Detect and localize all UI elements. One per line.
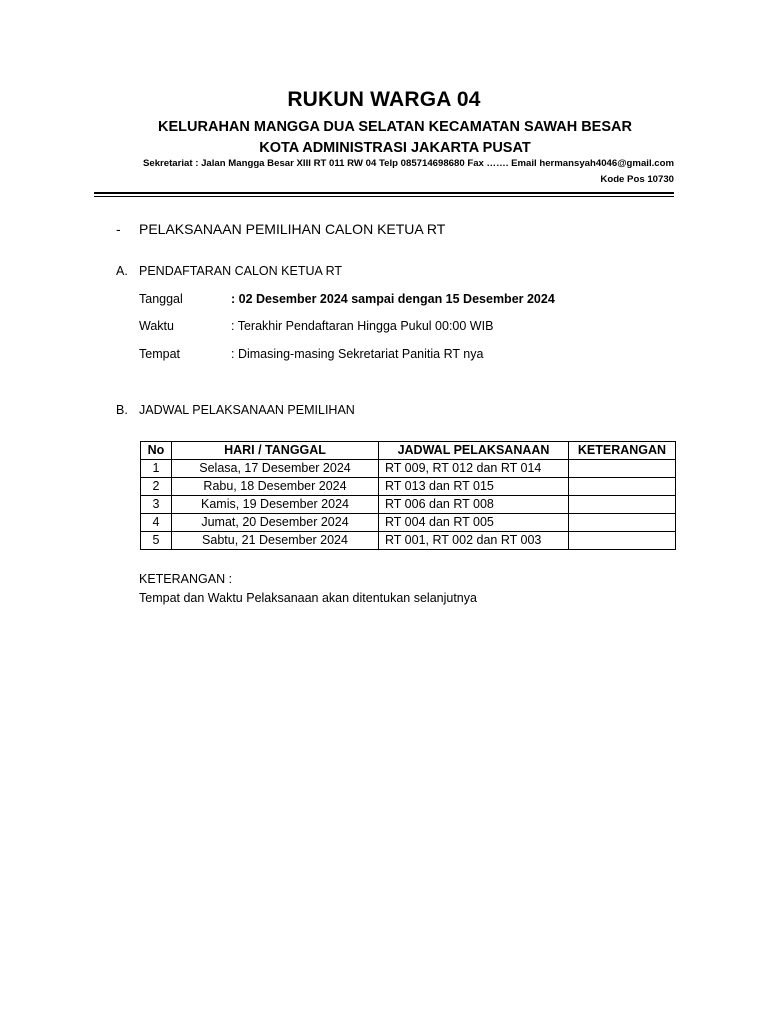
cell-schedule: RT 006 dan RT 008 (379, 496, 569, 514)
cell-date: Jumat, 20 Desember 2024 (172, 514, 379, 532)
col-header-no: No (141, 442, 172, 460)
document-title: RUKUN WARGA 04 (287, 88, 481, 111)
table-row (141, 514, 676, 532)
cell-remarks (569, 460, 676, 478)
cell-remarks (569, 496, 676, 514)
note-heading: KETERANGAN : (139, 572, 233, 586)
registration-time-value: : Terakhir Pendaftaran Hingga Pukul 00:00 WIB (231, 319, 494, 333)
schedule-table (140, 441, 676, 550)
secretariat-contact: Sekretariat : Jalan Mangga Besar XIII RT 011 RW 04 Telp 085714698680 Fax ……. Email hermansyah4046@gmail.com (142, 158, 674, 169)
col-header-date: HARI / TANGGAL (172, 442, 379, 460)
col-header-schedule: JADWAL PELAKSANAAN (379, 442, 569, 460)
registration-place-label: Tempat (139, 347, 180, 361)
table-row (141, 460, 676, 478)
cell-schedule: RT 004 dan RT 005 (379, 514, 569, 532)
cell-schedule: RT 001, RT 002 dan RT 003 (379, 532, 569, 550)
cell-no: 2 (141, 478, 172, 496)
registration-time-label: Waktu (139, 319, 174, 333)
section-bullet: - (116, 221, 121, 237)
cell-remarks (569, 514, 676, 532)
cell-date: Sabtu, 21 Desember 2024 (172, 532, 379, 550)
cell-no: 4 (141, 514, 172, 532)
header-rule-thick (94, 192, 674, 194)
cell-date: Kamis, 19 Desember 2024 (172, 496, 379, 514)
cell-remarks (569, 532, 676, 550)
cell-schedule: RT 009, RT 012 dan RT 014 (379, 460, 569, 478)
kelurahan-subtitle: KELURAHAN MANGGA DUA SELATAN KECAMATAN SAWAH BESAR (158, 119, 632, 135)
registration-date-label: Tanggal (139, 292, 183, 306)
schedule-title: JADWAL PELAKSANAAN PEMILIHAN (139, 403, 355, 417)
cell-date: Rabu, 18 Desember 2024 (172, 478, 379, 496)
cell-no: 5 (141, 532, 172, 550)
section-title: PELAKSANAAN PEMILIHAN CALON KETUA RT (139, 221, 446, 237)
note-text: Tempat dan Waktu Pelaksanaan akan ditentukan selanjutnya (139, 591, 477, 605)
postal-code: Kode Pos 10730 (600, 174, 674, 185)
cell-no: 3 (141, 496, 172, 514)
schedule-letter: B. (116, 403, 128, 417)
registration-place-value: : Dimasing-masing Sekretariat Panitia RT nya (231, 347, 484, 361)
col-header-remarks: KETERANGAN (569, 442, 676, 460)
table-row (141, 532, 676, 550)
cell-no: 1 (141, 460, 172, 478)
header-rule-thin (94, 196, 674, 197)
city-subtitle: KOTA ADMINISTRASI JAKARTA PUSAT (259, 140, 531, 156)
registration-letter: A. (116, 264, 128, 278)
cell-schedule: RT 013 dan RT 015 (379, 478, 569, 496)
registration-title: PENDAFTARAN CALON KETUA RT (139, 264, 343, 278)
cell-remarks (569, 478, 676, 496)
cell-date: Selasa, 17 Desember 2024 (172, 460, 379, 478)
table-row (141, 478, 676, 496)
registration-date-value: : 02 Desember 2024 sampai dengan 15 Desember 2024 (231, 292, 555, 306)
table-header-row (141, 442, 676, 460)
table-row (141, 496, 676, 514)
